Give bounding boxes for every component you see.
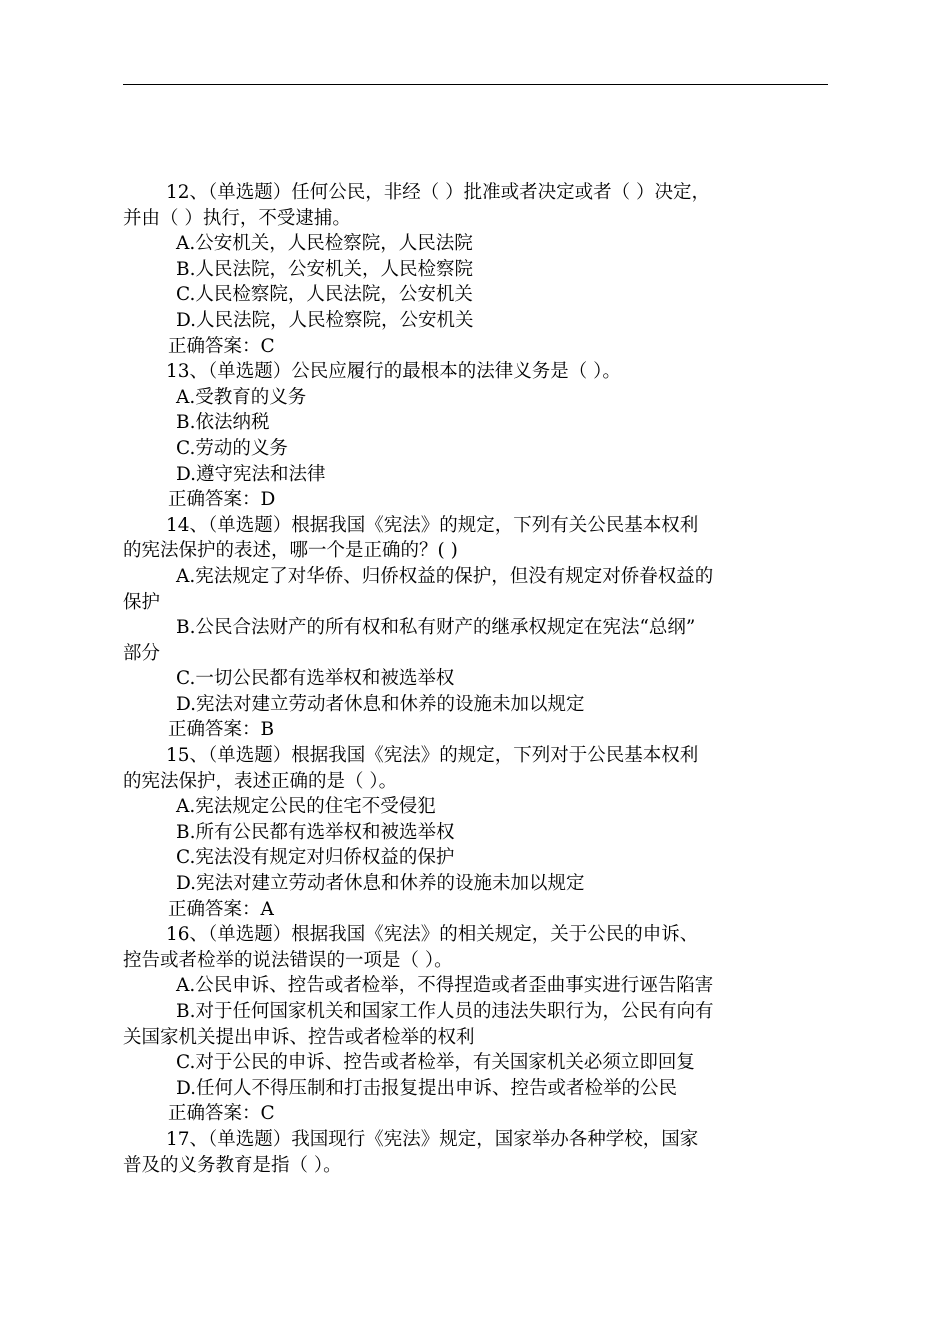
question-12-answer: 正确答案：C xyxy=(168,335,275,357)
question-13-option-b: B.依法纳税 xyxy=(176,412,270,434)
question-17-line-2: 普及的义务教育是指（ ）。 xyxy=(123,1154,342,1176)
question-16-line-1: 16、（单选题）根据我国《宪法》的相关规定，关于公民的申诉、 xyxy=(166,924,699,946)
question-15-option-c: C.宪法没有规定对归侨权益的保护 xyxy=(176,847,455,869)
header-rule xyxy=(123,84,828,85)
question-14-line-2: 的宪法保护的表述，哪一个是正确的？( ) xyxy=(123,540,458,562)
question-list xyxy=(123,180,833,1178)
question-15-option-b: B.所有公民都有选举权和被选举权 xyxy=(176,821,455,843)
question-14-option-c: C.一切公民都有选举权和被选举权 xyxy=(176,668,455,690)
question-16-option-b: B.对于任何国家机关和国家工作人员的违法失职行为，公民有向有 xyxy=(176,1001,714,1022)
question-13-option-a: A.受教育的义务 xyxy=(176,386,307,408)
question-13-option-d: D.遵守宪法和法律 xyxy=(176,463,326,485)
question-16-option-a: A.公民申诉、控告或者检举，不得捏造或者歪曲事实进行诬告陷害 xyxy=(176,975,714,997)
question-15-line-1: 15、（单选题）根据我国《宪法》的规定，下列对于公民基本权利 xyxy=(166,745,699,767)
question-12-option-c: C.人民检察院，人民法院，公安机关 xyxy=(176,284,473,306)
question-16-answer: 正确答案：C xyxy=(168,1103,275,1125)
question-14-option-b-cont: 部分 xyxy=(123,642,161,664)
question-15-option-d: D.宪法对建立劳动者休息和休养的设施未加以规定 xyxy=(176,873,585,895)
question-12-option-b: B.人民法院，公安机关，人民检察院 xyxy=(176,258,473,280)
question-15-answer: 正确答案：A xyxy=(168,898,274,920)
question-14-answer: 正确答案：B xyxy=(168,719,275,741)
question-17-line-1: 17、（单选题）我国现行《宪法》规定，国家举办各种学校，国家 xyxy=(166,1128,699,1150)
question-16-option-c: C.对于公民的申诉、控告或者检举，有关国家机关必须立即回复 xyxy=(176,1052,695,1074)
question-14-option-a-cont: 保护 xyxy=(123,591,161,613)
question-16-line-2: 控告或者检举的说法错误的一项是（ ）。 xyxy=(123,949,453,971)
question-16-option-b-cont: 关国家机关提出申诉、控告或者检举的权利 xyxy=(123,1026,475,1048)
question-13-answer: 正确答案：D xyxy=(168,489,276,511)
question-13-line-1: 13、（单选题）公民应履行的最根本的法律义务是（ ）。 xyxy=(166,361,621,383)
question-14-line-1: 14、（单选题）根据我国《宪法》的规定，下列有关公民基本权利 xyxy=(166,514,699,536)
question-12-line-2: 并由（ ）执行，不受逮捕。 xyxy=(123,207,351,229)
question-12-option-d: D.人民法院，人民检察院，公安机关 xyxy=(176,309,474,331)
question-14-option-d: D.宪法对建立劳动者休息和休养的设施未加以规定 xyxy=(176,693,585,715)
question-15-line-2: 的宪法保护，表述正确的是（ ）。 xyxy=(123,770,398,792)
question-14-option-b: B.公民合法财产的所有权和私有财产的继承权规定在宪法“总纲” xyxy=(176,617,696,639)
question-13-option-c: C.劳动的义务 xyxy=(176,437,288,459)
question-12-option-a: A.公安机关，人民检察院，人民法院 xyxy=(176,233,473,255)
question-12-line-1: 12、（单选题）任何公民，非经（ ）批准或者决定或者（ ）决定， xyxy=(166,182,711,203)
question-15-option-a: A.宪法规定公民的住宅不受侵犯 xyxy=(176,796,436,818)
question-14-option-a: A.宪法规定了对华侨、归侨权益的保护，但没有规定对侨眷权益的 xyxy=(176,565,714,587)
question-16-option-d: D.任何人不得压制和打击报复提出申诉、控告或者检举的公民 xyxy=(176,1077,678,1099)
